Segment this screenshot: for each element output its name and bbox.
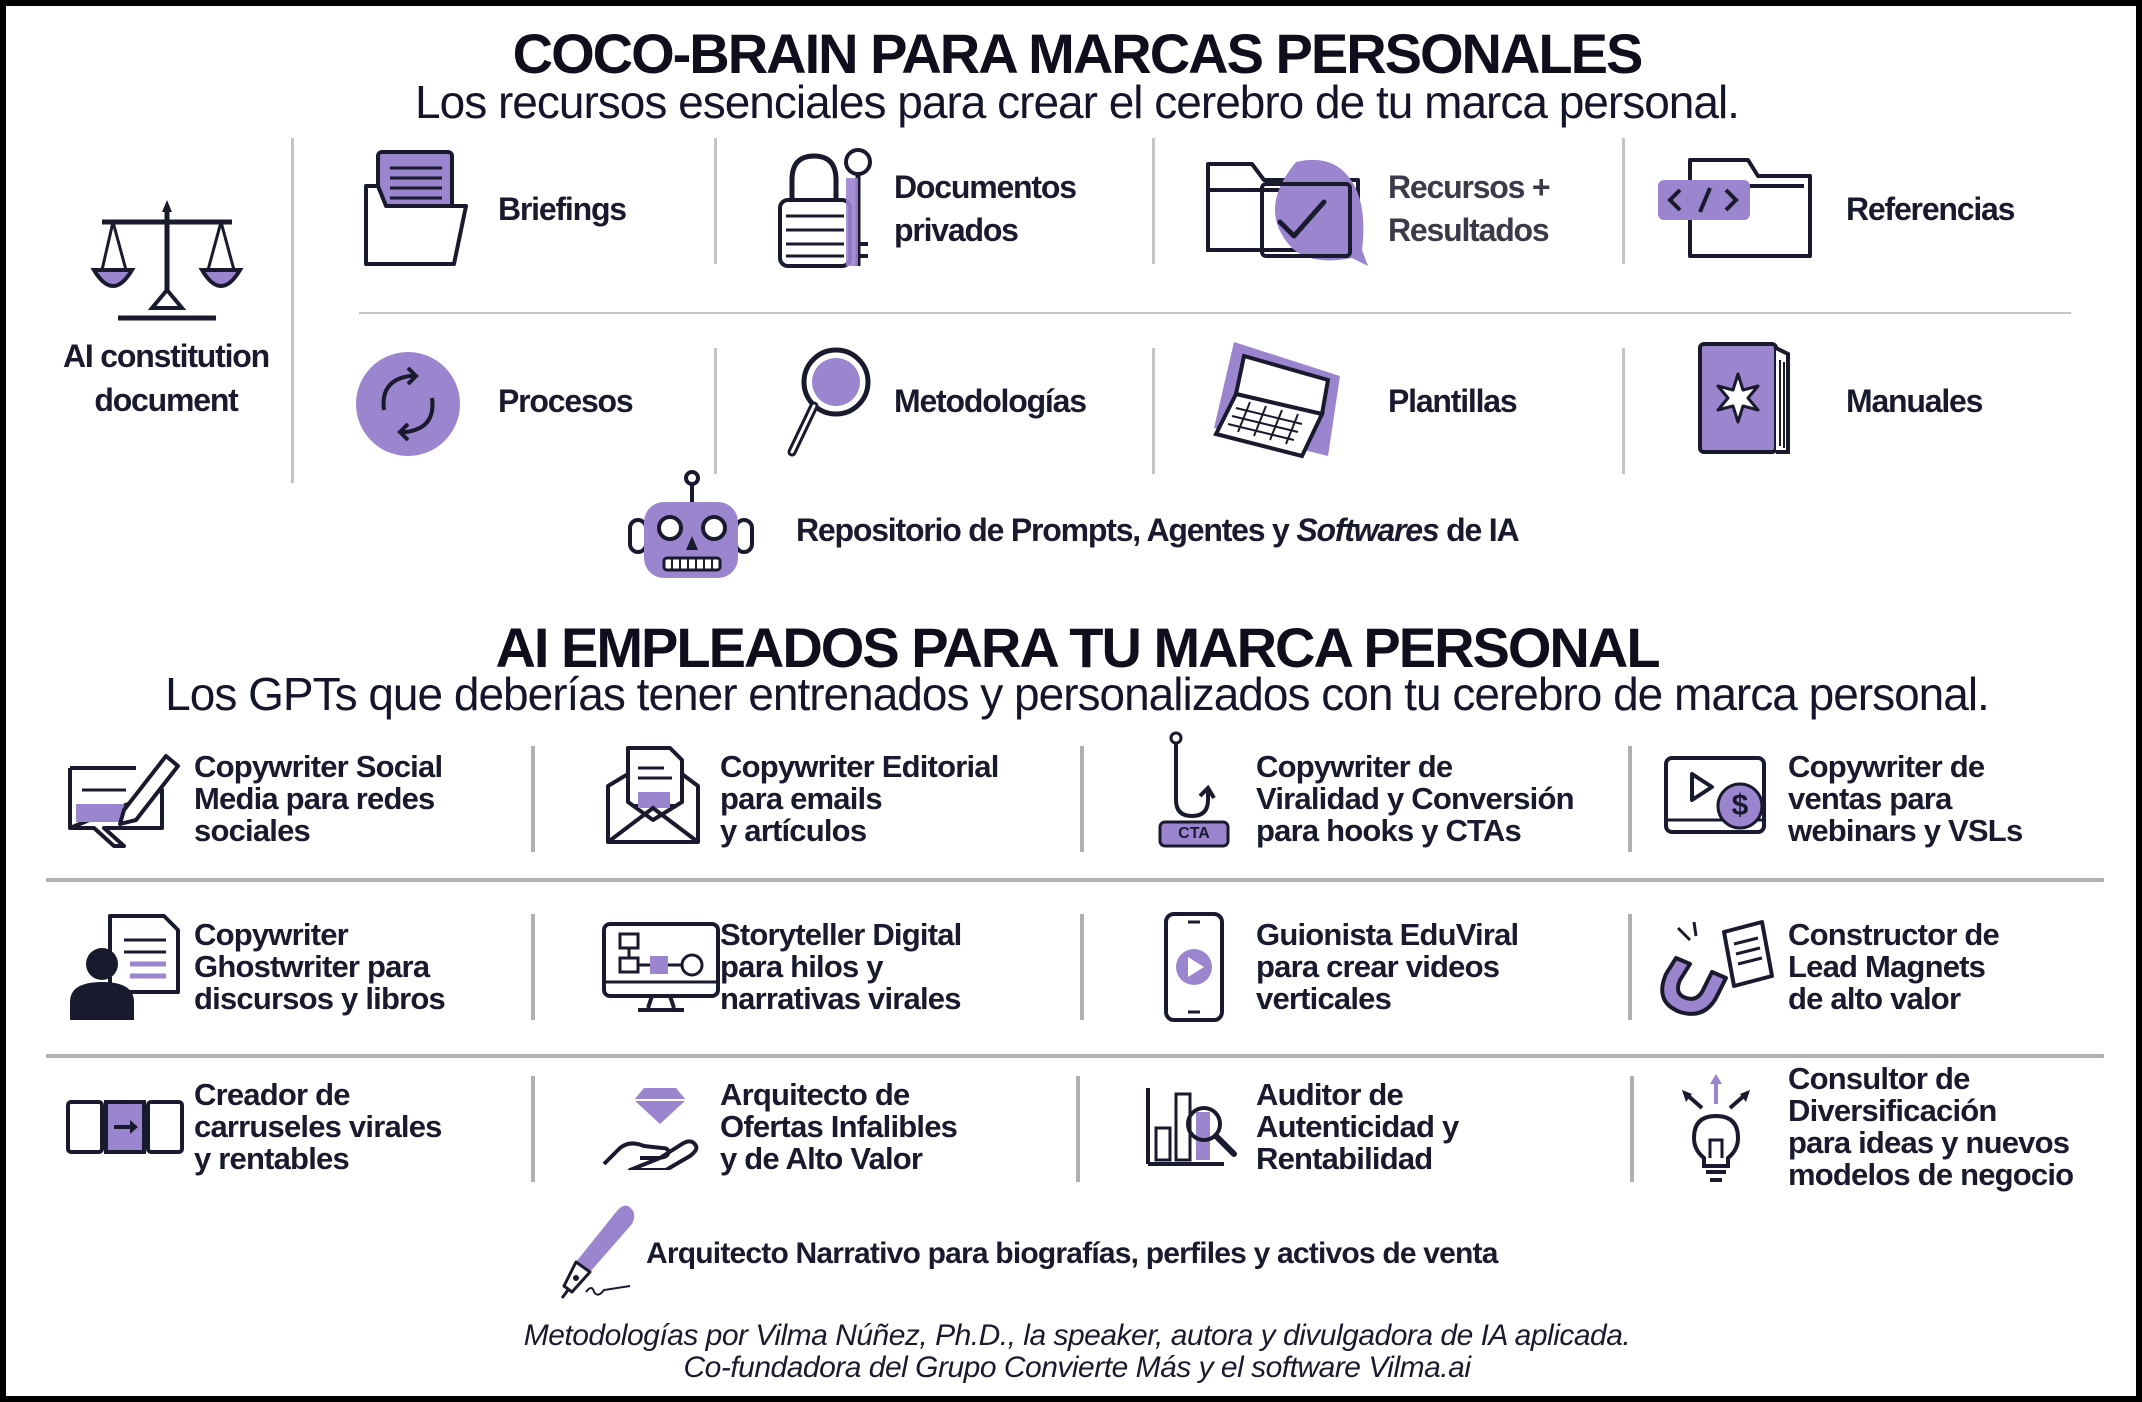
gpt-label (194, 919, 445, 1015)
divider-vertical (1152, 138, 1155, 264)
chat-pencil-icon (64, 746, 182, 850)
label-line: Viralidad y Conversión (1256, 781, 1574, 816)
label-line: Creador de (194, 1077, 350, 1112)
gpt-label (1788, 919, 1999, 1015)
constitution-line-1: AI constitution (63, 338, 269, 374)
label-line: para emails (720, 781, 882, 816)
label-line: Manuales (1846, 383, 1983, 419)
cycle-arrows-icon (354, 350, 462, 458)
constitution-label (46, 334, 286, 422)
gpt-label (1788, 751, 2022, 847)
brain-item-label (1388, 166, 1549, 252)
phone-play-icon (1162, 910, 1226, 1024)
robot-icon (620, 468, 762, 582)
constitution-line-2: document (94, 382, 238, 418)
divider-vertical (1630, 1076, 1634, 1182)
label-line: para ideas y nuevos (1788, 1125, 2070, 1160)
label-line: Documentos (894, 169, 1076, 205)
label-line: carruseles virales (194, 1109, 442, 1144)
folder-document-icon (358, 146, 470, 272)
label-line: Metodologías (894, 383, 1086, 419)
label-line: Lead Magnets (1788, 949, 1986, 984)
brain-item-label (1846, 380, 1982, 423)
divider-vertical (1622, 348, 1625, 474)
divider-vertical (1080, 746, 1084, 852)
laptop-icon (1210, 338, 1342, 470)
divider-vertical (531, 914, 535, 1020)
label-line: Copywriter (194, 917, 348, 952)
brain-item-label (1388, 380, 1517, 423)
dollar-sign: $ (1731, 789, 1749, 822)
balance-scale-icon (88, 192, 246, 326)
repository-text: Repositorio de Prompts, Agentes y (796, 512, 1297, 548)
divider-horizontal (46, 878, 2104, 882)
carousel-arrow-icon (64, 1098, 186, 1156)
label-line: Consultor de (1788, 1061, 1970, 1096)
label-line: y artículos (720, 813, 867, 848)
label-line: ventas para (1788, 781, 1952, 816)
label-line: privados (894, 212, 1018, 248)
label-line: narrativas virales (720, 981, 961, 1016)
person-document-icon (66, 912, 184, 1022)
label-line: Copywriter de (1788, 749, 1985, 784)
gpt-label (720, 1079, 957, 1175)
label-line: Auditor de (1256, 1077, 1403, 1112)
label-line: Diversificación (1788, 1093, 1997, 1128)
label-line: Plantillas (1388, 383, 1517, 419)
fountain-pen-icon (546, 1202, 642, 1302)
gpt-label (1256, 919, 1518, 1015)
gpt-label (720, 919, 961, 1015)
label-line: de alto valor (1788, 981, 1961, 1016)
label-line: para hooks y CTAs (1256, 813, 1521, 848)
folder-code-icon (1654, 156, 1818, 264)
label-line: sociales (194, 813, 310, 848)
divider-vertical (714, 138, 717, 264)
divider-vertical (1628, 746, 1632, 852)
magnet-document-icon (1654, 918, 1776, 1018)
repository-label (796, 509, 1518, 552)
divider-vertical (531, 1076, 535, 1182)
label-line: webinars y VSLs (1788, 813, 2023, 848)
label-line: verticales (1256, 981, 1392, 1016)
label-line: Storyteller Digital (720, 917, 962, 952)
label-line: Rentabilidad (1256, 1141, 1433, 1176)
label-line: Copywriter de (1256, 749, 1453, 784)
brain-item-label (498, 188, 626, 231)
gpt-label (194, 1079, 442, 1175)
label-line: para crear videos (1256, 949, 1500, 984)
label-line: Recursos + (1388, 169, 1550, 205)
repository-italic-text: Softwares (1296, 512, 1439, 548)
brain-title: COCO-BRAIN PARA MARCAS PERSONALES (512, 22, 1642, 85)
gpt-label (1256, 1079, 1458, 1175)
label-line: Briefings (498, 191, 626, 227)
repository-text-end: de IA (1438, 512, 1519, 548)
label-line: Copywriter Editorial (720, 749, 999, 784)
label-line: y rentables (194, 1141, 349, 1176)
label-line: y de Alto Valor (720, 1141, 923, 1176)
brain-item-label (1846, 188, 2014, 231)
brain-item-label (498, 380, 632, 423)
magnifier-icon (782, 344, 872, 462)
label-line: Resultados (1388, 212, 1549, 248)
chart-magnifier-icon (1144, 1084, 1244, 1168)
label-line: Constructor de (1788, 917, 1999, 952)
label-line: Ofertas Infalibles (720, 1109, 958, 1144)
divider-horizontal (359, 312, 2071, 314)
gpt-label (1256, 751, 1574, 847)
divider-vertical (1152, 348, 1155, 474)
label-line: Copywriter Social (194, 749, 443, 784)
label-line: modelos de negocio (1788, 1157, 2074, 1192)
folder-check-icon (1202, 150, 1372, 272)
label-line: Ghostwriter para (194, 949, 430, 984)
book-icon (1696, 340, 1792, 456)
credit-line-2: Co-fundadora del Grupo Convierte Más y el software Vilma.ai (683, 1351, 1471, 1384)
cta-badge: CTA (1178, 825, 1210, 842)
divider-vertical (1076, 1076, 1080, 1182)
gpt-label (194, 751, 442, 847)
video-dollar-icon (1662, 754, 1770, 838)
label-line: Referencias (1846, 191, 2015, 227)
label-line: Media para redes (194, 781, 435, 816)
label-line: Autenticidad y (1256, 1109, 1459, 1144)
divider-vertical (1622, 138, 1625, 264)
narrative-label: Arquitecto Narrativo para biografías, perfiles y activos de venta (646, 1237, 1498, 1270)
divider-vertical (291, 138, 294, 483)
label-line: Procesos (498, 383, 633, 419)
lightbulb-arrows-icon (1676, 1074, 1756, 1184)
divider-vertical (531, 746, 535, 852)
envelope-letter-icon (604, 746, 702, 846)
brain-item-label (894, 380, 1086, 423)
hand-diamond-icon (600, 1084, 704, 1170)
employees-subtitle: Los GPTs que deberías tener entrenados y personalizados con tu cerebro de marca personal. (165, 668, 1989, 720)
label-line: para hilos y (720, 949, 883, 984)
label-line: discursos y libros (194, 981, 445, 1016)
monitor-flow-icon (600, 920, 722, 1014)
divider-vertical (1080, 914, 1084, 1020)
credit-line-1: Metodologías por Vilma Núñez, Ph.D., la speaker, autora y divulgadora de IA aplicada. (523, 1319, 1631, 1352)
employees-title: AI EMPLEADOS PARA TU MARCA PERSONAL (495, 616, 1659, 679)
label-line: Guionista EduViral (1256, 917, 1519, 952)
label-line: Arquitecto de (720, 1077, 910, 1112)
gpt-label (1788, 1063, 2073, 1191)
fishhook-cta-icon (1156, 730, 1232, 848)
gpt-label (720, 751, 999, 847)
brain-item-label (894, 166, 1076, 252)
brain-subtitle: Los recursos esenciales para crear el cerebro de tu marca personal. (415, 76, 1739, 128)
divider-horizontal (46, 1054, 2104, 1058)
padlock-key-icon (772, 144, 882, 274)
divider-vertical (714, 348, 717, 474)
divider-vertical (1628, 914, 1632, 1020)
